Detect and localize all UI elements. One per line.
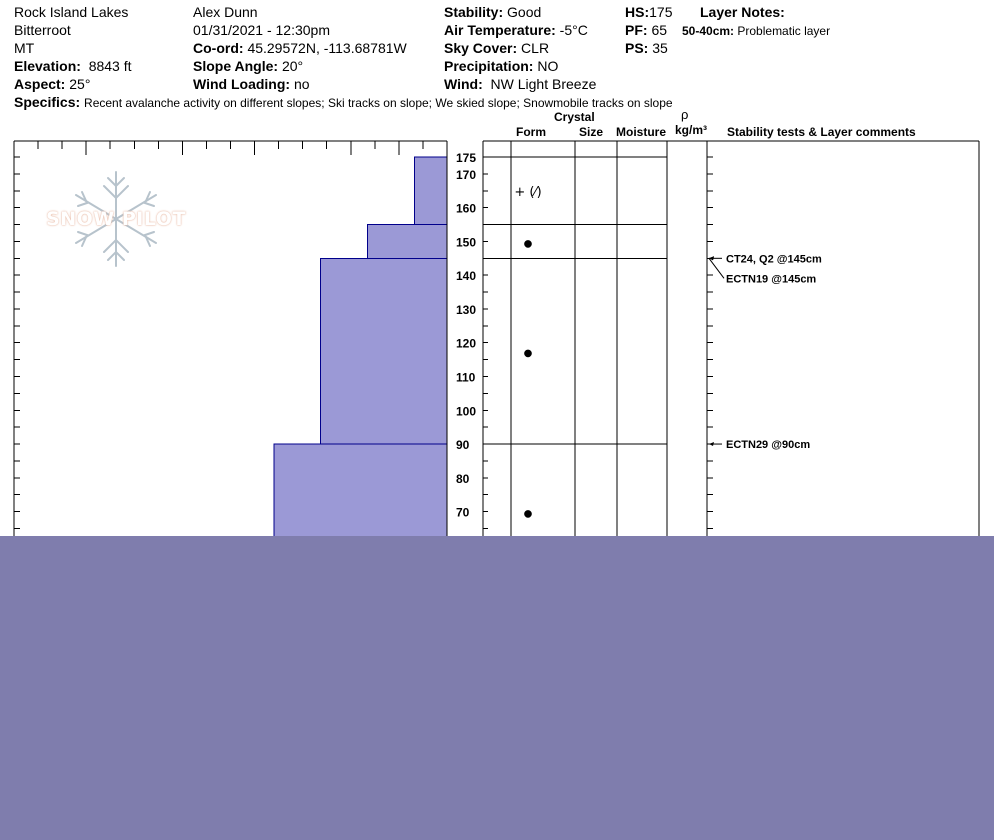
header-crystal: Crystal: [554, 110, 595, 124]
grain-form-symbol: ●: [523, 508, 533, 520]
hs-label: HS:: [625, 4, 650, 20]
layer-notes-label: Layer Notes:: [700, 4, 785, 20]
y-tick-label: 70: [456, 505, 470, 520]
grain-form-symbol: ●: [523, 238, 533, 250]
elevation-label: Elevation:: [14, 58, 81, 74]
ps-label: PS:: [625, 40, 649, 56]
hardness-bar-1: [415, 157, 447, 225]
observer: Alex Dunn: [193, 4, 258, 20]
pf-value: 65: [651, 22, 668, 38]
hardness-bar-3: [321, 258, 447, 444]
layer-note-text: Problematic layer: [737, 24, 831, 38]
header-density-unit: kg/m³: [675, 123, 708, 137]
header-form: Form: [516, 125, 546, 139]
slope-value: 20°: [281, 58, 304, 74]
sky-label: Sky Cover:: [444, 40, 518, 56]
sky-value: CLR: [521, 40, 550, 56]
stability-test-label: CT24, Q2 @145cm: [726, 253, 822, 266]
grain-form-symbol: + (⁄): [514, 184, 542, 200]
y-tick-label: 170: [456, 167, 477, 182]
datetime: 01/31/2021 - 12:30pm: [193, 22, 330, 38]
header-size: Size: [579, 125, 604, 139]
y-tick-label: 110: [456, 370, 476, 385]
y-tick-label: 150: [456, 235, 477, 250]
y-tick-label: 175: [456, 151, 477, 165]
overlay-panel: [0, 536, 994, 840]
stability-test-label: ECTN29 @90cm: [726, 439, 811, 452]
stability-value: Good: [507, 4, 542, 20]
aspect-value: 25°: [69, 76, 91, 92]
aspect-label: Aspect:: [14, 76, 66, 92]
hs-value: 175: [649, 4, 673, 20]
air-temp-value: -5°C: [559, 22, 588, 38]
y-tick-label: 130: [456, 302, 477, 317]
layer-note-range: 50-40cm:: [682, 24, 735, 38]
precip-value: NO: [537, 58, 559, 74]
mountain-range: Bitterroot: [14, 22, 71, 38]
elevation-value: 8843 ft: [88, 58, 132, 74]
y-tick-label: 120: [456, 336, 477, 351]
y-tick-label: 140: [456, 269, 477, 284]
y-tick-label: 160: [456, 201, 477, 216]
pf-label: PF:: [625, 22, 648, 38]
snowpilot-logo: [38, 170, 194, 268]
precip-label: Precipitation:: [444, 58, 534, 74]
ps-value: 35: [652, 40, 668, 56]
stability-arrowhead: [709, 442, 714, 446]
y-tick-label: 90: [456, 438, 470, 453]
stability-label: Stability:: [444, 4, 504, 20]
slope-label: Slope Angle:: [193, 58, 279, 74]
specifics-text: Recent avalanche activity on different slopes; Ski tracks on slope; We skied slope; Snowmobile tracks on slope: [84, 96, 673, 110]
logo-text: SNOW PILOT: [46, 208, 186, 230]
grain-form-symbol: ●: [523, 348, 533, 360]
air-temp-label: Air Temperature:: [444, 22, 556, 38]
wind-label: Wind:: [444, 76, 483, 92]
wind-loading-label: Wind Loading:: [193, 76, 291, 92]
coord-label: Co-ord:: [193, 40, 244, 56]
specifics-label: Specifics:: [14, 94, 81, 110]
wind-loading-value: no: [293, 76, 310, 92]
location: Rock Island Lakes: [14, 4, 129, 20]
hardness-bar-2: [368, 225, 447, 259]
y-tick-label: 100: [456, 404, 477, 419]
stability-test-label: ECTN19 @145cm: [726, 273, 817, 286]
state: MT: [14, 40, 35, 56]
header-rho: ρ: [681, 107, 689, 122]
coord-value: 45.29572N, -113.68781W: [247, 40, 407, 56]
wind-value: NW Light Breeze: [490, 76, 597, 92]
header-comments: Stability tests & Layer comments: [727, 125, 916, 139]
header-moisture: Moisture: [616, 125, 667, 139]
y-tick-label: 80: [456, 471, 470, 486]
hardness-bar-4: [274, 444, 447, 539]
